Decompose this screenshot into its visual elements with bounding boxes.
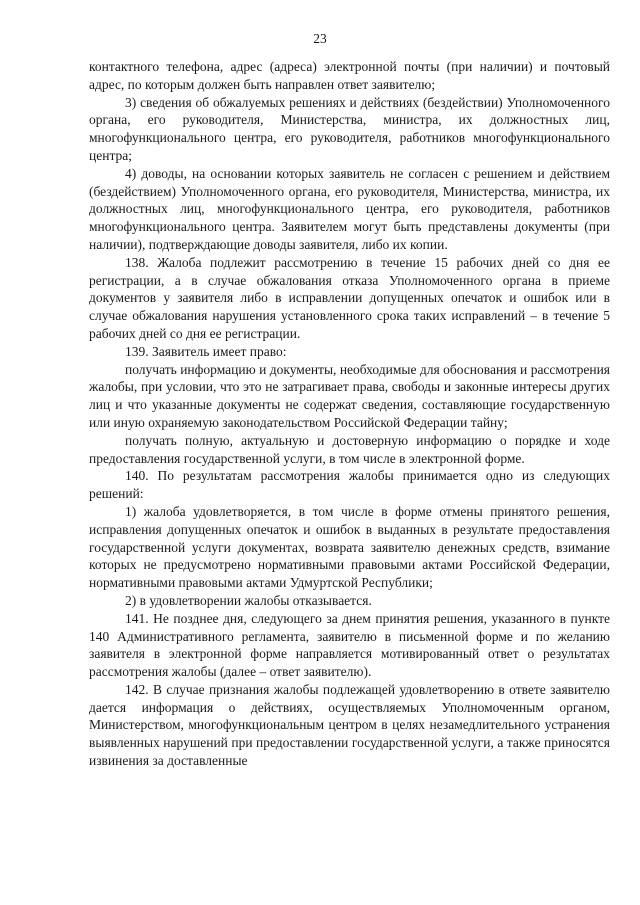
paragraph-140-item-1: 1) жалоба удовлетворяется, в том числе в форме отмены принятого решения, исправления допущенных опечаток и ошибок в выданных в результате предоставления государственной услуги документах, возврата заявителю денежных средств, взимание которых не предусмотрено нормативными правовыми актами Российской Федерации, нормативными правовыми актами Удмуртской Республики; bbox=[89, 503, 610, 591]
paragraph-142: 142. В случае признания жалобы подлежащей удовлетворению в ответе заявителю дается информация о действиях, осуществляемых Уполномоченным органом, Министерством, многофункциональным центром в целях незамедлительного устранения выявленных нарушений при предоставлении государственной услуги, а также приносятся извинения за доставленные bbox=[89, 681, 610, 769]
paragraph-138: 138. Жалоба подлежит рассмотрению в течение 15 рабочих дней со дня ее регистрации, а в случае обжалования отказа Уполномоченного органа в приеме документов у заявителя либо в исправлении допущенных опечаток и ошибок или в случае обжалования нарушения установленного срока таких исправлений – в течение 5 рабочих дней со дня ее регистрации. bbox=[89, 254, 610, 341]
document-body bbox=[89, 58, 610, 770]
paragraph-141: 141. Не позднее дня, следующего за днем принятия решения, указанного в пункте 140 Административного регламента, заявителю в письменной форме и по желанию заявителя в электронной форме направляется мотивированный ответ о результатах рассмотрения жалобы (далее – ответ заявителю). bbox=[89, 610, 610, 680]
paragraph-item-4: 4) доводы, на основании которых заявитель не согласен с решением и действием (бездействием) Уполномоченного органа, его руководителя, Министерства, министра, их должностных лиц, многофункционального центра, его руководителя, работников многофункционального центра. Заявителем могут быть представлены документы (при наличии), подтверждающие доводы заявителя, либо их копии. bbox=[89, 165, 610, 252]
paragraph-140-item-2: 2) в удовлетворении жалобы отказывается. bbox=[125, 592, 372, 608]
paragraph-139-right-1: получать информацию и документы, необходимые для обоснования и рассмотрения жалобы, при условии, что это не затрагивает права, свободы и законные интересы других лиц и что указанные документы не содержат сведения, составляющие государственную или иную охраняемую законодательством Российской Федерации тайну; bbox=[89, 361, 610, 430]
page-number: 23 bbox=[313, 31, 327, 46]
paragraph-continuation: контактного телефона, адрес (адреса) электронной почты (при наличии) и почтовый адрес, по которым должен быть направлен ответ заявителю; bbox=[89, 59, 610, 92]
paragraph-139: 139. Заявитель имеет право: bbox=[125, 343, 287, 359]
paragraph-139-right-2: получать полную, актуальную и достоверную информацию о порядке и ходе предоставления государственной услуги, в том числе в электронной форме. bbox=[89, 432, 610, 466]
paragraph-140: 140. По результатам рассмотрения жалобы принимается одно из следующих решений: bbox=[89, 468, 610, 502]
paragraph-item-3: 3) сведения об обжалуемых решениях и действиях (бездействии) Уполномоченного органа, его руководителя, Министерства, министра, их должностных лиц, многофункционального центра, его руководителя, работников многофункционального центра; bbox=[89, 94, 610, 163]
